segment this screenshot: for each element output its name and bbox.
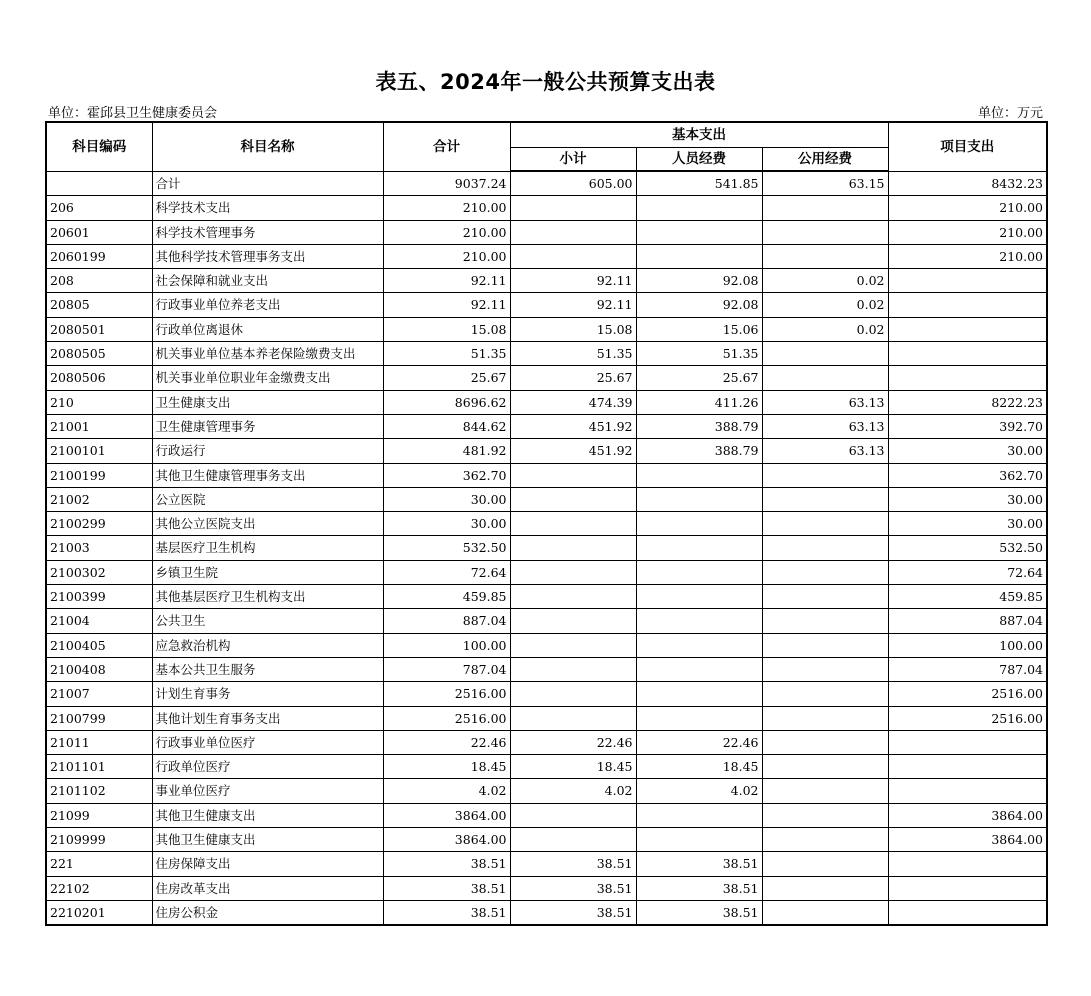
table-row xyxy=(46,900,1047,925)
cell-name: 其他卫生健康管理事务支出 xyxy=(152,463,383,487)
cell-total: 25.67 xyxy=(383,366,510,390)
cell-public xyxy=(762,342,888,366)
cell-subtotal xyxy=(510,536,636,560)
cell-public xyxy=(762,779,888,803)
cell-personnel xyxy=(636,196,762,220)
header-name: 科目名称 xyxy=(152,122,383,171)
cell-total: 51.35 xyxy=(383,342,510,366)
cell-name: 社会保障和就业支出 xyxy=(152,269,383,293)
cell-public xyxy=(762,536,888,560)
table-row xyxy=(46,512,1047,536)
cell-personnel: 22.46 xyxy=(636,730,762,754)
cell-personnel xyxy=(636,682,762,706)
table-row xyxy=(46,390,1047,414)
cell-personnel: 51.35 xyxy=(636,342,762,366)
cell-total: 532.50 xyxy=(383,536,510,560)
table-row xyxy=(46,682,1047,706)
cell-total: 38.51 xyxy=(383,900,510,925)
cell-project xyxy=(888,755,1047,779)
cell-project xyxy=(888,342,1047,366)
table-row xyxy=(46,852,1047,876)
cell-total: 2516.00 xyxy=(383,682,510,706)
cell-personnel: 18.45 xyxy=(636,755,762,779)
cell-name: 其他公立医院支出 xyxy=(152,512,383,536)
cell-name: 其他科学技术管理事务支出 xyxy=(152,244,383,268)
cell-public xyxy=(762,682,888,706)
cell-total: 9037.24 xyxy=(383,171,510,196)
cell-public xyxy=(762,196,888,220)
cell-project xyxy=(888,269,1047,293)
cell-personnel xyxy=(636,463,762,487)
cell-total: 38.51 xyxy=(383,852,510,876)
cell-personnel: 15.06 xyxy=(636,317,762,341)
cell-personnel: 25.67 xyxy=(636,366,762,390)
cell-public xyxy=(762,876,888,900)
cell-total: 481.92 xyxy=(383,439,510,463)
table-row xyxy=(46,366,1047,390)
table-row xyxy=(46,439,1047,463)
cell-personnel xyxy=(636,803,762,827)
cell-public xyxy=(762,463,888,487)
cell-public xyxy=(762,755,888,779)
cell-name: 住房公积金 xyxy=(152,900,383,925)
cell-personnel xyxy=(636,706,762,730)
cell-subtotal: 4.02 xyxy=(510,779,636,803)
cell-name: 行政单位医疗 xyxy=(152,755,383,779)
table-row xyxy=(46,244,1047,268)
cell-subtotal xyxy=(510,196,636,220)
cell-name: 卫生健康管理事务 xyxy=(152,414,383,438)
cell-subtotal: 15.08 xyxy=(510,317,636,341)
cell-project: 787.04 xyxy=(888,657,1047,681)
cell-project: 30.00 xyxy=(888,512,1047,536)
cell-total: 459.85 xyxy=(383,585,510,609)
cell-personnel: 541.85 xyxy=(636,171,762,196)
table-row xyxy=(46,755,1047,779)
cell-subtotal xyxy=(510,828,636,852)
table-row xyxy=(46,269,1047,293)
cell-code: 21011 xyxy=(46,730,152,754)
cell-project: 362.70 xyxy=(888,463,1047,487)
cell-name: 住房保障支出 xyxy=(152,852,383,876)
cell-public xyxy=(762,803,888,827)
cell-personnel: 4.02 xyxy=(636,779,762,803)
cell-code: 20601 xyxy=(46,220,152,244)
table-row xyxy=(46,171,1047,196)
cell-subtotal: 51.35 xyxy=(510,342,636,366)
cell-project: 100.00 xyxy=(888,633,1047,657)
cell-personnel xyxy=(636,633,762,657)
cell-public: 63.15 xyxy=(762,171,888,196)
cell-public xyxy=(762,730,888,754)
cell-subtotal: 451.92 xyxy=(510,439,636,463)
cell-code: 2100199 xyxy=(46,463,152,487)
cell-project xyxy=(888,779,1047,803)
cell-project xyxy=(888,852,1047,876)
cell-code: 210 xyxy=(46,390,152,414)
header-subtotal: 小计 xyxy=(510,148,636,172)
header-public: 公用经费 xyxy=(762,148,888,172)
cell-project: 8432.23 xyxy=(888,171,1047,196)
cell-personnel: 388.79 xyxy=(636,439,762,463)
cell-public xyxy=(762,706,888,730)
cell-code: 2100101 xyxy=(46,439,152,463)
table-row xyxy=(46,414,1047,438)
cell-total: 15.08 xyxy=(383,317,510,341)
cell-project: 210.00 xyxy=(888,220,1047,244)
cell-code: 2100799 xyxy=(46,706,152,730)
cell-subtotal: 474.39 xyxy=(510,390,636,414)
cell-project xyxy=(888,900,1047,925)
cell-project xyxy=(888,730,1047,754)
cell-name: 科学技术管理事务 xyxy=(152,220,383,244)
cell-personnel xyxy=(636,512,762,536)
cell-code: 2100302 xyxy=(46,560,152,584)
cell-code: 21003 xyxy=(46,536,152,560)
cell-code: 21007 xyxy=(46,682,152,706)
header-basic: 基本支出 xyxy=(510,122,888,148)
cell-code: 2101101 xyxy=(46,755,152,779)
cell-name: 其他卫生健康支出 xyxy=(152,828,383,852)
unit-label-right: 单位：万元 xyxy=(977,106,1043,121)
cell-public: 0.02 xyxy=(762,269,888,293)
table-row xyxy=(46,487,1047,511)
table-row xyxy=(46,779,1047,803)
cell-project: 30.00 xyxy=(888,439,1047,463)
cell-public xyxy=(762,633,888,657)
cell-total: 72.64 xyxy=(383,560,510,584)
cell-public xyxy=(762,900,888,925)
cell-project xyxy=(888,317,1047,341)
table-row xyxy=(46,317,1047,341)
cell-total: 210.00 xyxy=(383,244,510,268)
cell-name: 行政运行 xyxy=(152,439,383,463)
cell-name: 机关事业单位基本养老保险缴费支出 xyxy=(152,342,383,366)
cell-project: 887.04 xyxy=(888,609,1047,633)
cell-subtotal xyxy=(510,487,636,511)
cell-personnel: 92.08 xyxy=(636,293,762,317)
cell-subtotal: 18.45 xyxy=(510,755,636,779)
cell-public xyxy=(762,828,888,852)
table-row xyxy=(46,706,1047,730)
cell-total: 4.02 xyxy=(383,779,510,803)
cell-total: 100.00 xyxy=(383,633,510,657)
table-row xyxy=(46,876,1047,900)
cell-total: 8696.62 xyxy=(383,390,510,414)
cell-name: 机关事业单位职业年金缴费支出 xyxy=(152,366,383,390)
cell-project: 210.00 xyxy=(888,244,1047,268)
cell-name: 其他卫生健康支出 xyxy=(152,803,383,827)
cell-subtotal: 92.11 xyxy=(510,293,636,317)
cell-total: 3864.00 xyxy=(383,828,510,852)
cell-project: 72.64 xyxy=(888,560,1047,584)
cell-total: 362.70 xyxy=(383,463,510,487)
cell-name: 其他基层医疗卫生机构支出 xyxy=(152,585,383,609)
cell-code: 21004 xyxy=(46,609,152,633)
table-row xyxy=(46,609,1047,633)
header-personnel: 人员经费 xyxy=(636,148,762,172)
header-code: 科目编码 xyxy=(46,122,152,171)
cell-code: 2100399 xyxy=(46,585,152,609)
cell-subtotal xyxy=(510,585,636,609)
cell-personnel xyxy=(636,536,762,560)
cell-personnel: 388.79 xyxy=(636,414,762,438)
cell-public xyxy=(762,560,888,584)
cell-project: 2516.00 xyxy=(888,706,1047,730)
cell-personnel: 38.51 xyxy=(636,900,762,925)
table-row xyxy=(46,657,1047,681)
cell-name: 基层医疗卫生机构 xyxy=(152,536,383,560)
cell-code: 208 xyxy=(46,269,152,293)
cell-code: 2100408 xyxy=(46,657,152,681)
table-body xyxy=(46,171,1047,925)
cell-personnel xyxy=(636,657,762,681)
cell-total: 844.62 xyxy=(383,414,510,438)
cell-code: 2109999 xyxy=(46,828,152,852)
cell-name: 事业单位医疗 xyxy=(152,779,383,803)
cell-subtotal xyxy=(510,512,636,536)
cell-name: 公立医院 xyxy=(152,487,383,511)
cell-total: 787.04 xyxy=(383,657,510,681)
cell-code: 2080501 xyxy=(46,317,152,341)
cell-public: 0.02 xyxy=(762,293,888,317)
cell-personnel: 38.51 xyxy=(636,852,762,876)
cell-code xyxy=(46,171,152,196)
table-row xyxy=(46,342,1047,366)
cell-name: 其他计划生育事务支出 xyxy=(152,706,383,730)
cell-name: 乡镇卫生院 xyxy=(152,560,383,584)
cell-project: 210.00 xyxy=(888,196,1047,220)
cell-project: 2516.00 xyxy=(888,682,1047,706)
cell-subtotal: 451.92 xyxy=(510,414,636,438)
cell-public xyxy=(762,244,888,268)
cell-name: 住房改革支出 xyxy=(152,876,383,900)
cell-public xyxy=(762,852,888,876)
table-row xyxy=(46,633,1047,657)
cell-total: 3864.00 xyxy=(383,803,510,827)
cell-name: 计划生育事务 xyxy=(152,682,383,706)
table-row xyxy=(46,220,1047,244)
cell-personnel xyxy=(636,828,762,852)
cell-public: 63.13 xyxy=(762,439,888,463)
cell-code: 2060199 xyxy=(46,244,152,268)
cell-project: 30.00 xyxy=(888,487,1047,511)
table-row xyxy=(46,536,1047,560)
cell-total: 22.46 xyxy=(383,730,510,754)
cell-total: 18.45 xyxy=(383,755,510,779)
cell-project: 3864.00 xyxy=(888,803,1047,827)
cell-code: 2100405 xyxy=(46,633,152,657)
cell-subtotal xyxy=(510,220,636,244)
cell-total: 92.11 xyxy=(383,269,510,293)
cell-personnel xyxy=(636,609,762,633)
table-row xyxy=(46,803,1047,827)
cell-public: 0.02 xyxy=(762,317,888,341)
cell-public xyxy=(762,220,888,244)
cell-total: 30.00 xyxy=(383,487,510,511)
cell-project xyxy=(888,366,1047,390)
cell-code: 22102 xyxy=(46,876,152,900)
cell-total: 210.00 xyxy=(383,196,510,220)
unit-label-left: 单位：霍邱县卫生健康委员会 xyxy=(48,106,218,121)
cell-subtotal xyxy=(510,706,636,730)
cell-name: 基本公共卫生服务 xyxy=(152,657,383,681)
header-total: 合计 xyxy=(383,122,510,171)
table-row xyxy=(46,585,1047,609)
cell-public: 63.13 xyxy=(762,390,888,414)
cell-subtotal xyxy=(510,803,636,827)
table-row xyxy=(46,560,1047,584)
cell-total: 92.11 xyxy=(383,293,510,317)
table-row xyxy=(46,730,1047,754)
cell-public xyxy=(762,657,888,681)
table-row xyxy=(46,293,1047,317)
cell-personnel: 38.51 xyxy=(636,876,762,900)
cell-project: 8222.23 xyxy=(888,390,1047,414)
cell-code: 21002 xyxy=(46,487,152,511)
cell-public xyxy=(762,366,888,390)
cell-public xyxy=(762,585,888,609)
cell-subtotal xyxy=(510,682,636,706)
cell-public: 63.13 xyxy=(762,414,888,438)
cell-subtotal xyxy=(510,657,636,681)
page-title: 表五、2024年一般公共预算支出表 xyxy=(375,70,716,94)
cell-subtotal xyxy=(510,244,636,268)
cell-personnel xyxy=(636,585,762,609)
cell-code: 2101102 xyxy=(46,779,152,803)
cell-personnel xyxy=(636,560,762,584)
cell-code: 21001 xyxy=(46,414,152,438)
cell-subtotal: 38.51 xyxy=(510,900,636,925)
cell-project: 392.70 xyxy=(888,414,1047,438)
cell-code: 2080506 xyxy=(46,366,152,390)
cell-project: 3864.00 xyxy=(888,828,1047,852)
cell-project xyxy=(888,293,1047,317)
cell-subtotal xyxy=(510,633,636,657)
cell-code: 2210201 xyxy=(46,900,152,925)
cell-subtotal: 92.11 xyxy=(510,269,636,293)
cell-personnel xyxy=(636,220,762,244)
table-row xyxy=(46,196,1047,220)
cell-subtotal: 605.00 xyxy=(510,171,636,196)
cell-name: 行政事业单位养老支出 xyxy=(152,293,383,317)
cell-name: 公共卫生 xyxy=(152,609,383,633)
cell-personnel xyxy=(636,244,762,268)
cell-public xyxy=(762,609,888,633)
cell-project xyxy=(888,876,1047,900)
cell-personnel xyxy=(636,487,762,511)
cell-subtotal xyxy=(510,609,636,633)
cell-code: 21099 xyxy=(46,803,152,827)
cell-code: 20805 xyxy=(46,293,152,317)
cell-name: 卫生健康支出 xyxy=(152,390,383,414)
cell-subtotal: 38.51 xyxy=(510,876,636,900)
cell-code: 2080505 xyxy=(46,342,152,366)
cell-subtotal: 38.51 xyxy=(510,852,636,876)
budget-table xyxy=(45,121,1048,926)
cell-name: 行政单位离退休 xyxy=(152,317,383,341)
cell-subtotal xyxy=(510,560,636,584)
cell-personnel: 411.26 xyxy=(636,390,762,414)
cell-name: 合计 xyxy=(152,171,383,196)
cell-total: 210.00 xyxy=(383,220,510,244)
table-row xyxy=(46,828,1047,852)
cell-total: 38.51 xyxy=(383,876,510,900)
table-row xyxy=(46,463,1047,487)
cell-name: 应急救治机构 xyxy=(152,633,383,657)
cell-public xyxy=(762,487,888,511)
cell-total: 2516.00 xyxy=(383,706,510,730)
cell-subtotal: 22.46 xyxy=(510,730,636,754)
cell-code: 221 xyxy=(46,852,152,876)
cell-name: 行政事业单位医疗 xyxy=(152,730,383,754)
cell-total: 30.00 xyxy=(383,512,510,536)
cell-total: 887.04 xyxy=(383,609,510,633)
cell-project: 459.85 xyxy=(888,585,1047,609)
cell-personnel: 92.08 xyxy=(636,269,762,293)
cell-code: 2100299 xyxy=(46,512,152,536)
cell-project: 532.50 xyxy=(888,536,1047,560)
cell-name: 科学技术支出 xyxy=(152,196,383,220)
cell-subtotal xyxy=(510,463,636,487)
header-project: 项目支出 xyxy=(888,122,1047,171)
cell-code: 206 xyxy=(46,196,152,220)
cell-public xyxy=(762,512,888,536)
cell-subtotal: 25.67 xyxy=(510,366,636,390)
